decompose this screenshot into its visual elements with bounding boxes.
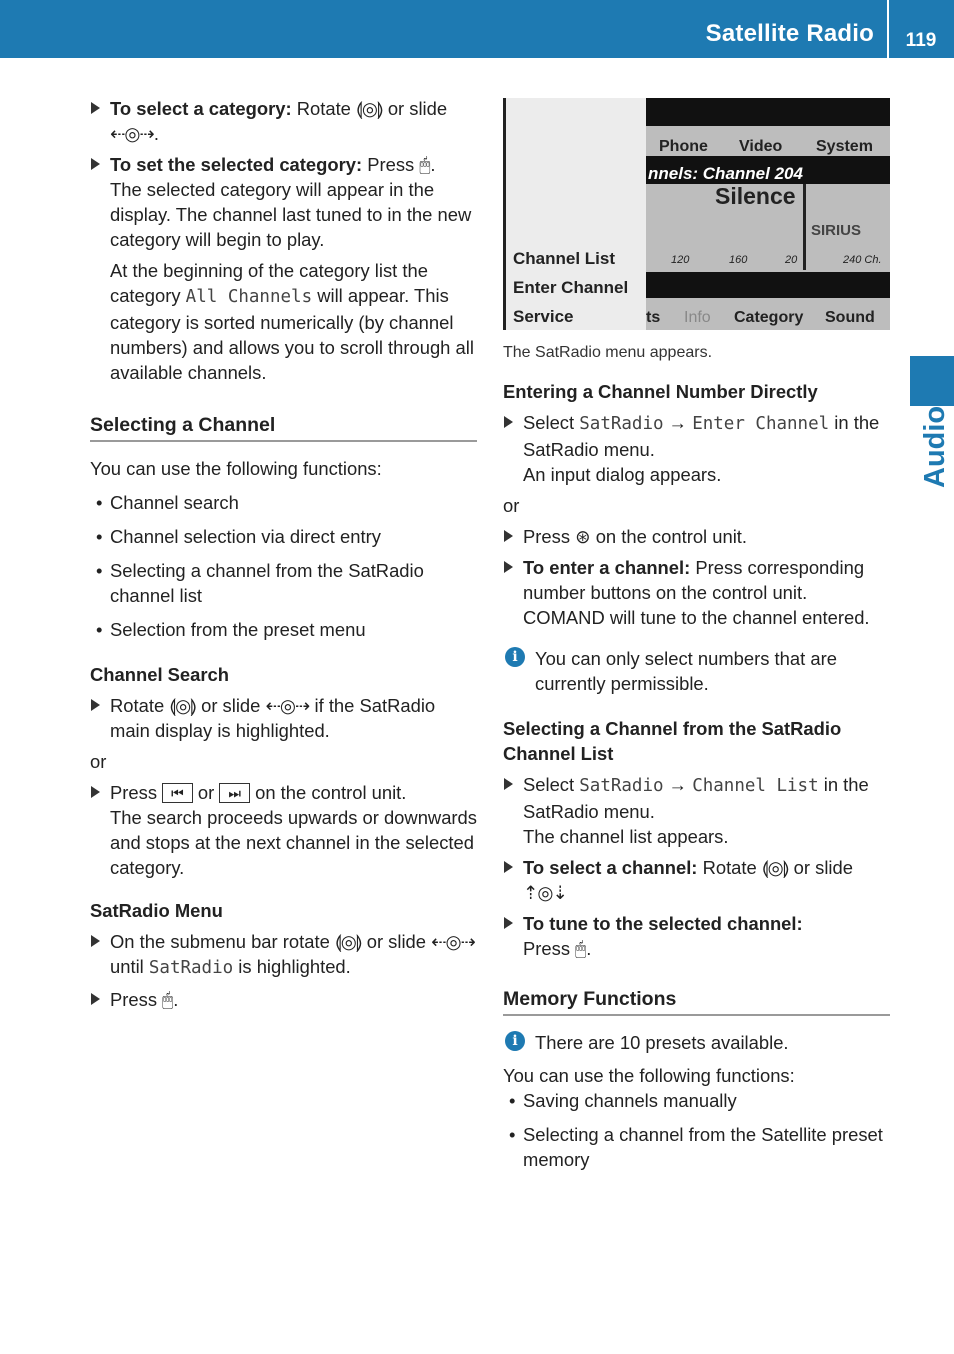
slide-up-down-icon: ⇡◎⇣ — [523, 882, 567, 903]
step-rotate-search: Rotate ⟬◎⟭ or slide ⇠◎⇢ if the SatRadio main display is highlighted. — [90, 693, 477, 743]
press-controller-icon: 🖱 — [162, 989, 174, 1010]
screen-bottom-tab: ts — [646, 309, 661, 326]
step-press-star: Press ⊛ on the control unit. — [503, 524, 890, 549]
press-controller-icon: 🖱 — [575, 938, 587, 959]
screen-bottom-tab: Info — [684, 309, 711, 326]
subheading-channel-search: Channel Search — [90, 664, 229, 685]
section-heading-selecting-channel: Selecting a Channel — [90, 413, 477, 442]
step-submenu-rotate: On the submenu bar rotate ⟬◎⟭ or slide ⇠◎⇢ until SatRadio is highlighted. — [90, 929, 477, 981]
list-item: • Selection from the preset menu — [96, 619, 366, 640]
subheading-entering-channel: Entering a Channel Number Directly — [503, 381, 818, 402]
info-icon: i — [505, 1031, 525, 1051]
step-arrow-icon — [504, 530, 513, 542]
slide-left-right-icon: ⇠◎⇢ — [110, 123, 154, 144]
slide-left-right-icon: ⇠◎⇢ — [265, 695, 310, 716]
list-item: • Saving channels manually — [509, 1090, 737, 1111]
info-note: i There are 10 presets available. — [503, 1030, 890, 1055]
list-item: • Selecting a channel from the SatRadio channel list — [96, 560, 424, 606]
screen-song: Silence — [715, 183, 796, 209]
screen-menu-item: Channel List — [513, 249, 616, 268]
screen-tab: Video — [739, 138, 783, 155]
press-controller-icon: 🖱 — [419, 154, 431, 175]
step-select-category: To select a category: Rotate ⟬◎⟭ or slide ⇠◎⇢. — [90, 96, 477, 146]
skip-back-icon: ⏮ — [162, 783, 193, 803]
satradio-screen-image — [503, 98, 890, 330]
screen-menu-item: Service — [513, 307, 574, 326]
side-tab-label: Audio — [919, 405, 951, 488]
screen-scale: 240 Ch. — [843, 254, 882, 266]
screen-bottom-tab: Category — [734, 309, 804, 326]
step-arrow-icon — [504, 861, 513, 873]
rotate-controller-icon: ⟬◎⟭ — [334, 931, 362, 952]
step-press-skip: Press ⏮ or ⏭ on the control unit. The search proceeds upwards or downwards and stops at the next channel in the selected category. — [90, 780, 477, 880]
step-arrow-icon — [504, 778, 513, 790]
screen-bottom-tab: Sound — [825, 309, 875, 326]
subheading-channel-list: Selecting a Channel from the SatRadio Channel List — [503, 718, 842, 764]
list-item: • Selecting a channel from the Satellite preset memory — [509, 1124, 883, 1170]
info-note: i You can only select numbers that are currently permissible. — [503, 646, 890, 696]
step-arrow-icon — [91, 699, 100, 711]
step-select-enter-channel: Select SatRadio → Enter Channel in the SatRadio menu. An input dialog appears. — [503, 410, 890, 487]
section-heading-memory-functions: Memory Functions — [503, 987, 890, 1016]
header-title: Satellite Radio — [705, 20, 874, 47]
slide-left-right-icon: ⇠◎⇢ — [431, 931, 476, 952]
step-select-channel-list: Select SatRadio → Channel List in the SatRadio menu. The channel list appears. — [503, 772, 890, 849]
right-column: Channel List Enter Channel Service Phone Video System nnels: Channel 204 Silence SIRIUS 120 160 20 240 Ch. ts Info Category Sound The SatRadio menu appears. Entering a Channel Number Directly Select SatRadio → Enter Channel in the SatRadio menu. An input dialog appears. or Press ⊛ on the control unit. To enter a channel: Press corresponding number buttons on the control unit. COMAND will tune to the channel entered. i You can only select numbers that are currently permissible. Selecting a Channel from the SatRadio Channel List Select SatRadio → Channel List in the SatRadio menu. The channel list appears. To select a channel: Rotate ⟬◎⟭ or slide ⇡◎⇣ To tune to the selected channel: Press 🖱. Memory Functions i There are 10 presets available. You can use the following functions: • Saving channels manually • Selecting a channel from the Satellite preset memory — [503, 96, 890, 1181]
step-tune-channel: To tune to the selected channel: Press 🖱. — [503, 911, 890, 961]
page-header — [0, 0, 954, 58]
star-button-icon: ⊛ — [575, 526, 591, 547]
step-arrow-icon — [504, 917, 513, 929]
rotate-controller-icon: ⟬◎⟭ — [761, 857, 789, 878]
step-enter-channel: To enter a channel: Press corresponding number buttons on the control unit. COMAND will tune to the channel entered. — [503, 555, 890, 630]
step-press: Press 🖱. — [90, 987, 477, 1012]
info-icon: i — [505, 647, 525, 667]
step-arrow-icon — [504, 561, 513, 573]
category-note: At the beginning of the category list the category All Channels will appear. This category is sorted numerically (by channel numbers) and allows you to scroll through all available channels. — [110, 260, 474, 383]
step-select-channel: To select a channel: Rotate ⟬◎⟭ or slide ⇡◎⇣ — [503, 855, 890, 905]
figure-caption: The SatRadio menu appears. — [503, 344, 713, 361]
step-arrow-icon — [504, 416, 513, 428]
step-set-category: To set the selected category: Press 🖱. The selected category will appear in the display. The channel last tuned to in the new category will begin to play. — [90, 152, 477, 252]
list-item: • Channel search — [96, 492, 239, 513]
side-tab — [910, 356, 954, 406]
sirius-logo: SIRIUS — [811, 222, 862, 239]
step-arrow-icon — [91, 158, 100, 170]
screen-channel-line: nnels: Channel 204 — [648, 164, 803, 183]
screen-scale: 20 — [785, 254, 798, 266]
screen-menu-item: Enter Channel — [513, 278, 629, 297]
rotate-controller-icon: ⟬◎⟭ — [356, 98, 383, 119]
step-arrow-icon — [91, 786, 100, 798]
left-column: To select a category: Rotate ⟬◎⟭ or slide ⇠◎⇢. To set the selected category: Press 🖱. The selected category will appear in the display. The channel last tuned to in the new category will begin to play. At the beginning of the category list the category All Channels will appear. This category is sorted numerically (by channel numbers) and allows you to scroll through all available channels. Selecting a Channel You can use the following functions: • Channel search • Channel selection via direct entry • Selecting a channel from the SatRadio channel list • Selection from the preset menu Channel Search Rotate ⟬◎⟭ or slide ⇠◎⇢ if the SatRadio main display is highlighted. or Press ⏮ or ⏭ on the control unit. The search proceeds upwards or downwards and stops at the next channel in the selected category. SatRadio Menu On the submenu bar rotate ⟬◎⟭ or slide ⇠◎⇢ until SatRadio is highlighted. Press 🖱. — [90, 98, 477, 1010]
page-number: 119 — [905, 30, 937, 51]
screen-tab: Phone — [659, 138, 708, 155]
step-arrow-icon — [91, 102, 100, 114]
step-arrow-icon — [91, 935, 100, 947]
rotate-controller-icon: ⟬◎⟭ — [169, 695, 196, 716]
screen-tab: System — [816, 138, 873, 155]
list-item: • Channel selection via direct entry — [96, 526, 381, 547]
step-arrow-icon — [91, 993, 100, 1005]
subheading-satradio-menu: SatRadio Menu — [90, 900, 223, 921]
header-divider — [887, 0, 889, 58]
skip-forward-icon: ⏭ — [219, 783, 250, 803]
screen-scale: 120 — [671, 254, 690, 266]
screen-scale: 160 — [729, 254, 748, 266]
